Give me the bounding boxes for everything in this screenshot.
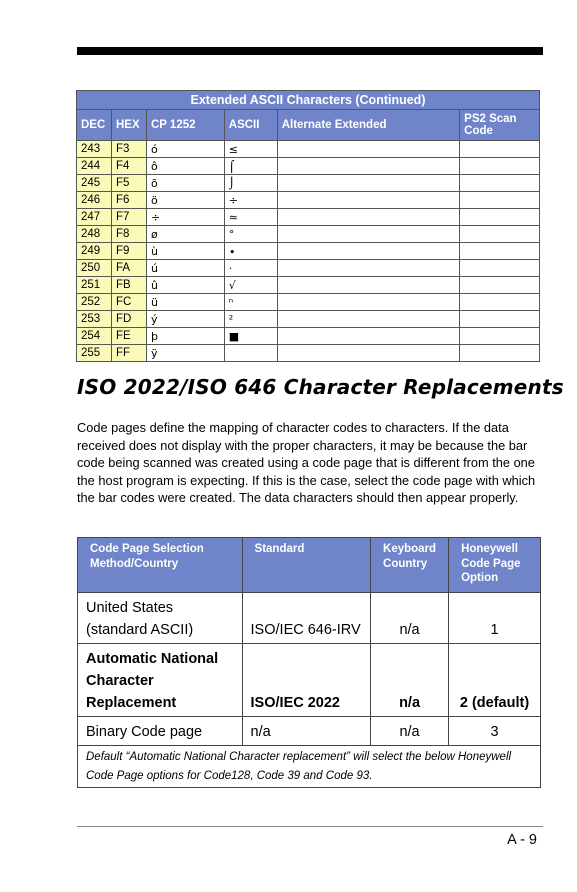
table-row	[77, 243, 540, 260]
ps2-scan-code-cell	[460, 294, 540, 311]
table-row	[77, 175, 540, 192]
ps2-scan-code-cell	[460, 260, 540, 277]
ps2-scan-code-cell	[460, 209, 540, 226]
cp1252-cell: û	[146, 277, 224, 294]
column-header-ps2-scan-code: PS2 Scan Code	[460, 110, 540, 141]
table-row	[77, 311, 540, 328]
table-row	[77, 277, 540, 294]
column-header-hex: HEX	[111, 110, 146, 141]
dec-cell: 246	[77, 192, 112, 209]
method-cell: Automatic National Character Replacement	[78, 644, 243, 717]
option-cell: 3	[449, 717, 541, 746]
hex-cell: FD	[111, 311, 146, 328]
table-row	[78, 717, 541, 746]
header-rule	[77, 47, 543, 55]
method-cell: Binary Code page	[78, 717, 243, 746]
cp1252-cell: ö	[146, 192, 224, 209]
cp1252-cell: ÿ	[146, 345, 224, 362]
alternate-extended-cell	[277, 141, 459, 158]
alternate-extended-cell	[277, 311, 459, 328]
column-header-keyboard-country: Keyboard Country	[371, 538, 449, 593]
ascii-cell: ⁿ	[224, 294, 277, 311]
code-page-table	[77, 537, 541, 788]
dec-cell: 253	[77, 311, 112, 328]
cp1252-cell: ø	[146, 226, 224, 243]
column-header-dec: DEC	[77, 110, 112, 141]
table-row	[78, 593, 541, 644]
table-note: Default “Automatic National Character replacement” will select the below Honeywell Code Page options for Code128, Code 39 and Code 93.	[78, 746, 541, 788]
ps2-scan-code-cell	[460, 192, 540, 209]
column-header-alternate-extended: Alternate Extended	[277, 110, 459, 141]
dec-cell: 255	[77, 345, 112, 362]
ascii-cell: ∙	[224, 243, 277, 260]
ascii-cell: °	[224, 226, 277, 243]
ascii-cell: √	[224, 277, 277, 294]
hex-cell: FB	[111, 277, 146, 294]
table-row	[77, 260, 540, 277]
section-title: ISO 2022/ISO 646 Character Replacements	[77, 375, 564, 399]
ps2-scan-code-cell	[460, 175, 540, 192]
hex-cell: F5	[111, 175, 146, 192]
alternate-extended-cell	[277, 175, 459, 192]
column-header-standard: Standard	[242, 538, 371, 593]
ps2-scan-code-cell	[460, 328, 540, 345]
hex-cell: F3	[111, 141, 146, 158]
column-header-code-page-option: Honeywell Code Page Option	[449, 538, 541, 593]
alternate-extended-cell	[277, 260, 459, 277]
ps2-scan-code-cell	[460, 311, 540, 328]
cp1252-cell: ÷	[146, 209, 224, 226]
hex-cell: F6	[111, 192, 146, 209]
column-header-ascii: ASCII	[224, 110, 277, 141]
keyboard-cell: n/a	[371, 717, 449, 746]
table-row	[77, 226, 540, 243]
standard-cell: n/a	[242, 717, 371, 746]
ascii-cell: ■	[224, 328, 277, 345]
dec-cell: 254	[77, 328, 112, 345]
ascii-cell	[224, 345, 277, 362]
alternate-extended-cell	[277, 209, 459, 226]
dec-cell: 252	[77, 294, 112, 311]
dec-cell: 243	[77, 141, 112, 158]
ascii-cell: ≤	[224, 141, 277, 158]
hex-cell: F7	[111, 209, 146, 226]
alternate-extended-cell	[277, 243, 459, 260]
option-cell: 2 (default)	[449, 644, 541, 717]
cp1252-cell: þ	[146, 328, 224, 345]
column-header-cp1252: CP 1252	[146, 110, 224, 141]
ps2-scan-code-cell	[460, 243, 540, 260]
dec-cell: 247	[77, 209, 112, 226]
hex-cell: FA	[111, 260, 146, 277]
cp1252-cell: ù	[146, 243, 224, 260]
hex-cell: FF	[111, 345, 146, 362]
dec-cell: 250	[77, 260, 112, 277]
table-row	[77, 158, 540, 175]
cp1252-cell: ü	[146, 294, 224, 311]
ascii-cell: ·	[224, 260, 277, 277]
dec-cell: 251	[77, 277, 112, 294]
extended-ascii-table	[76, 90, 540, 362]
ps2-scan-code-cell	[460, 345, 540, 362]
hex-cell: F4	[111, 158, 146, 175]
cp1252-cell: ó	[146, 141, 224, 158]
footer-rule	[77, 826, 543, 827]
alternate-extended-cell	[277, 158, 459, 175]
table-row	[77, 192, 540, 209]
keyboard-cell: n/a	[371, 593, 449, 644]
table-title: Extended ASCII Characters (Continued)	[77, 91, 540, 110]
table-row	[77, 209, 540, 226]
standard-cell: ISO/IEC 2022	[242, 644, 371, 717]
hex-cell: FC	[111, 294, 146, 311]
dec-cell: 245	[77, 175, 112, 192]
alternate-extended-cell	[277, 345, 459, 362]
table-row	[78, 644, 541, 717]
option-cell: 1	[449, 593, 541, 644]
table-row	[77, 294, 540, 311]
alternate-extended-cell	[277, 328, 459, 345]
table-row	[77, 345, 540, 362]
ascii-cell: ≈	[224, 209, 277, 226]
hex-cell: F8	[111, 226, 146, 243]
ascii-cell: ÷	[224, 192, 277, 209]
alternate-extended-cell	[277, 294, 459, 311]
table-row	[77, 328, 540, 345]
dec-cell: 248	[77, 226, 112, 243]
ps2-scan-code-cell	[460, 277, 540, 294]
dec-cell: 244	[77, 158, 112, 175]
intro-paragraph: Code pages define the mapping of character codes to characters. If the data received does not display with the proper characters, it may be because the bar code being scanned was created using a code page that is different from the one the host program is expecting. If this is the case, select the code page with which the bar codes were created. The data characters should then appear properly.	[77, 420, 536, 506]
keyboard-cell: n/a	[371, 644, 449, 717]
alternate-extended-cell	[277, 277, 459, 294]
ps2-scan-code-cell	[460, 158, 540, 175]
alternate-extended-cell	[277, 226, 459, 243]
standard-cell: ISO/IEC 646-IRV	[242, 593, 371, 644]
cp1252-cell: ú	[146, 260, 224, 277]
table-row	[77, 141, 540, 158]
cp1252-cell: ô	[146, 158, 224, 175]
method-cell: United States (standard ASCII)	[78, 593, 243, 644]
extended-ascii-rows	[77, 141, 540, 362]
page-number: A - 9	[507, 832, 537, 848]
note-row	[78, 746, 541, 788]
cp1252-cell: ý	[146, 311, 224, 328]
cp1252-cell: õ	[146, 175, 224, 192]
ascii-cell: ⌡	[224, 175, 277, 192]
ps2-scan-code-cell	[460, 141, 540, 158]
alternate-extended-cell	[277, 192, 459, 209]
hex-cell: F9	[111, 243, 146, 260]
dec-cell: 249	[77, 243, 112, 260]
ascii-cell: ⌠	[224, 158, 277, 175]
ps2-scan-code-cell	[460, 226, 540, 243]
ascii-cell: ²	[224, 311, 277, 328]
hex-cell: FE	[111, 328, 146, 345]
column-header-method-country: Code Page Selection Method/Country	[78, 538, 243, 593]
